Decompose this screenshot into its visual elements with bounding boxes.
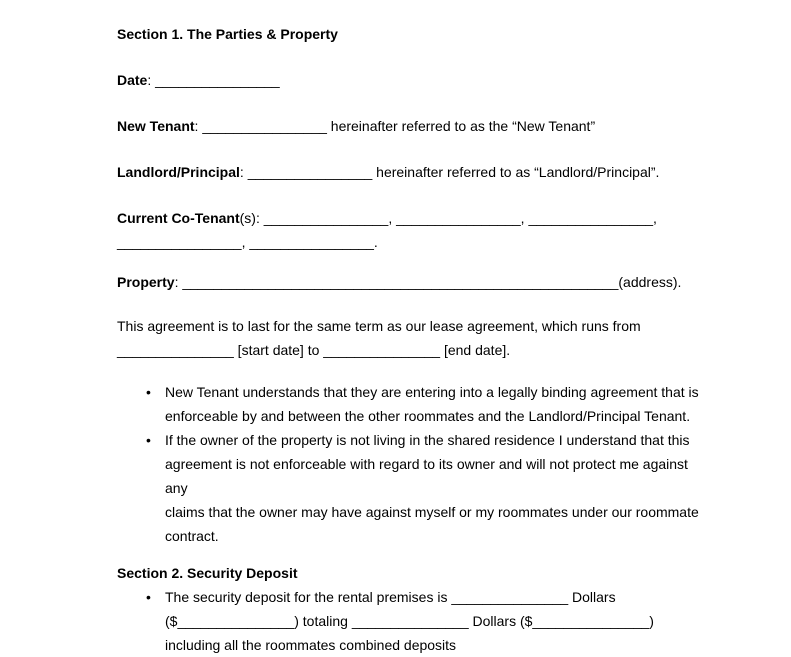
- bullet-text-line: ($_______________) totaling _______________ Dollars ($_______________): [165, 613, 654, 629]
- landlord-clause: hereinafter referred to as “Landlord/Principal”.: [372, 164, 660, 180]
- bullet-text-line: The security deposit for the rental premises is _______________ Dollars: [165, 589, 616, 605]
- new-tenant-line: [117, 114, 701, 138]
- co-tenants-blank-fields-row1: ________________, ________________, ________________,: [263, 210, 657, 226]
- co-tenants-line: [117, 206, 701, 254]
- property-separator: :: [174, 274, 183, 290]
- property-address-suffix: (address).: [618, 274, 682, 290]
- term-paragraph: [117, 314, 701, 362]
- property-label: Property: [117, 274, 175, 290]
- property-blank-field: ________________________________________________________: [182, 274, 619, 290]
- bullet-icon: •: [146, 589, 151, 605]
- new-tenant-label: New Tenant: [117, 118, 195, 134]
- co-tenants-label: Current Co-Tenant: [117, 210, 240, 226]
- bullet-item-security-deposit: [117, 585, 701, 657]
- section1-heading: Section 1. The Parties & Property: [117, 26, 338, 42]
- bullet-text-line: enforceable by and between the other roommates and the Landlord/Principal Tenant.: [165, 408, 691, 424]
- property-line: [117, 270, 701, 294]
- co-tenants-label-suffix: (s):: [239, 210, 264, 226]
- bullet-text-line: New Tenant understands that they are entering into a legally binding agreement that is: [165, 384, 699, 400]
- landlord-blank-field: ________________: [247, 164, 373, 180]
- term-sentence: This agreement is to last for the same term as our lease agreement, which runs from: [117, 318, 641, 334]
- bullet-icon: •: [146, 432, 151, 448]
- date-label: Date: [117, 72, 148, 88]
- new-tenant-clause: hereinafter referred to as the “New Tenant”: [326, 118, 596, 134]
- bullet-text-line: agreement is not enforceable with regard to its owner and will not protect me against any: [165, 456, 688, 496]
- bullet-text-line: including all the roommates combined deposits: [165, 637, 457, 653]
- landlord-line: [117, 160, 701, 184]
- date-separator: :: [147, 72, 156, 88]
- landlord-separator: :: [239, 164, 248, 180]
- section2-heading: Section 2. Security Deposit: [117, 565, 298, 581]
- bullet-item-binding-agreement: [117, 380, 701, 428]
- section1-bullet-list: [117, 380, 701, 548]
- co-tenants-blank-fields-row2: ________________, ________________.: [117, 234, 378, 250]
- new-tenant-separator: :: [194, 118, 203, 134]
- bullet-icon: •: [146, 384, 151, 400]
- date-blank-field: ________________: [155, 72, 280, 88]
- bullet-text-line: claims that the owner may have against myself or my roommates under our roommate: [165, 504, 699, 520]
- landlord-label: Landlord/Principal: [117, 164, 240, 180]
- section2-bullet-list: [117, 585, 701, 657]
- bullet-text-line: If the owner of the property is not living in the shared residence I understand that this: [165, 432, 690, 448]
- bullet-text-line: contract.: [165, 528, 219, 544]
- bullet-item-owner-disclaimer: [117, 428, 701, 548]
- term-date-blanks: _______________ [start date] to _______________ [end date].: [117, 342, 511, 358]
- new-tenant-blank-field: ________________: [202, 118, 327, 134]
- date-line: [117, 68, 701, 92]
